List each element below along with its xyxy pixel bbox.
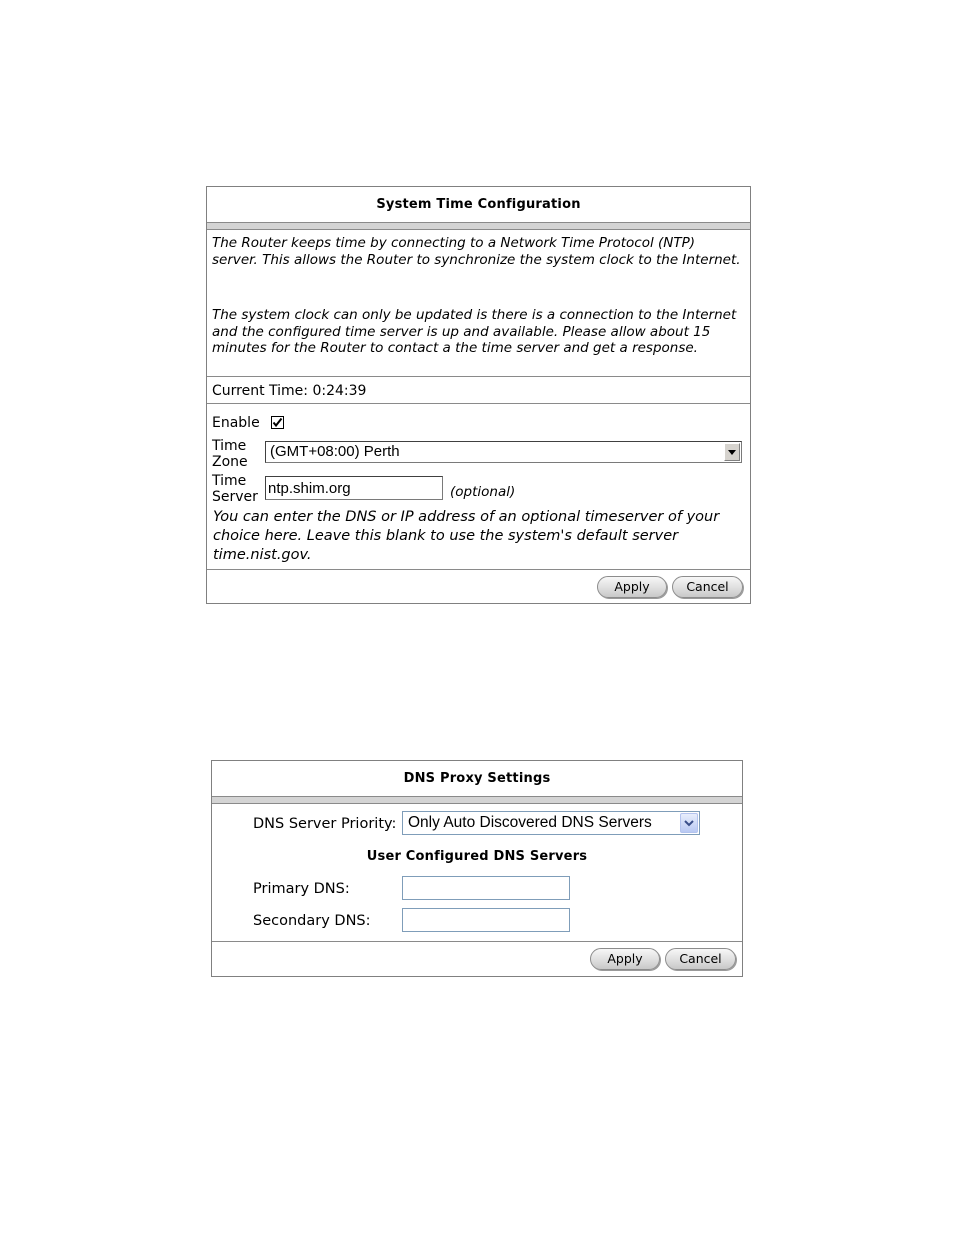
dns-proxy-title: DNS Proxy Settings bbox=[403, 771, 551, 786]
title-divider-bar bbox=[207, 222, 750, 230]
time-zone-select[interactable] bbox=[265, 441, 742, 463]
dns-cancel-button[interactable]: Cancel bbox=[665, 948, 736, 970]
chevron-down-icon bbox=[684, 820, 694, 827]
time-cancel-button[interactable]: Cancel bbox=[672, 576, 743, 598]
divider bbox=[207, 403, 750, 404]
time-zone-label-line2: Zone bbox=[212, 454, 248, 470]
divider bbox=[207, 569, 750, 570]
enable-checkbox[interactable] bbox=[271, 416, 284, 429]
dns-apply-button[interactable]: Apply bbox=[590, 948, 660, 970]
time-apply-button[interactable]: Apply bbox=[597, 576, 667, 598]
dns-priority-select[interactable] bbox=[402, 811, 700, 835]
secondary-dns-label: Secondary DNS: bbox=[253, 913, 371, 929]
time-server-input[interactable] bbox=[265, 476, 443, 500]
secondary-dns-input[interactable] bbox=[402, 908, 570, 932]
dns-priority-dropdown-button[interactable] bbox=[680, 813, 698, 833]
time-server-label-line2: Server bbox=[212, 489, 258, 505]
time-server-optional-hint: (optional) bbox=[450, 484, 516, 500]
primary-dns-input[interactable] bbox=[402, 876, 570, 900]
divider bbox=[207, 376, 750, 377]
ntp-description-2: The system clock can only be updated is there is a connection to the Internet and the configured time server is up and available. Please allow about 15 minutes for the Router to contact a the time server and get a response. bbox=[212, 307, 737, 356]
system-time-title: System Time Configuration bbox=[376, 197, 581, 212]
primary-dns-label: Primary DNS: bbox=[253, 881, 350, 897]
ntp-description-1: The Router keeps time by connecting to a Network Time Protocol (NTP) server. This allows the Router to synchronize the system clock to the Internet. bbox=[212, 235, 741, 268]
time-zone-label-line1: Time bbox=[212, 438, 247, 454]
checkmark-icon bbox=[272, 417, 283, 428]
user-configured-dns-heading: User Configured DNS Servers bbox=[366, 849, 588, 864]
time-server-label-line1: Time bbox=[212, 473, 247, 489]
title-divider-bar bbox=[212, 796, 742, 804]
system-time-panel bbox=[206, 186, 751, 604]
time-server-help-text: You can enter the DNS or IP address of an optional timeserver of your choice here. Leave this blank to use the system's default server time.nist.gov. bbox=[213, 509, 720, 563]
current-time: Current Time: 0:24:39 bbox=[212, 383, 367, 399]
enable-label: Enable bbox=[212, 415, 260, 431]
dns-priority-label: DNS Server Priority: bbox=[253, 816, 397, 832]
dns-priority-selected-value: Only Auto Discovered DNS Servers bbox=[408, 814, 652, 831]
dns-proxy-panel bbox=[211, 760, 743, 977]
time-zone-selected-value: (GMT+08:00) Perth bbox=[270, 443, 400, 460]
time-zone-dropdown-button[interactable] bbox=[724, 443, 740, 461]
divider bbox=[212, 941, 742, 942]
chevron-down-icon bbox=[728, 450, 736, 455]
